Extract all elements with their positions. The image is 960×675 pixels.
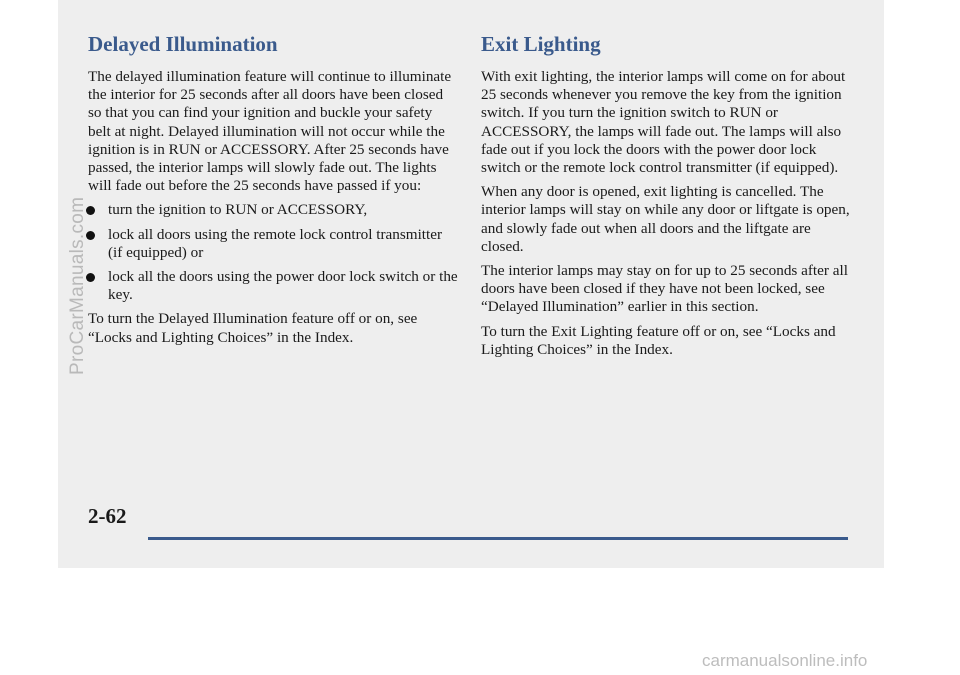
- list-item-text: lock all doors using the remote lock control transmitter (if equipped) or: [108, 225, 443, 261]
- footer-watermark: carmanualsonline.info: [702, 651, 868, 670]
- side-watermark: ProCarManuals.com: [67, 196, 88, 375]
- delayed-illumination-heading: Delayed Illumination: [88, 32, 278, 56]
- list-item: [88, 201, 458, 219]
- list-item-text: lock all the doors using the power door lock switch or the key.: [108, 268, 458, 304]
- page-number: 2-62: [88, 504, 127, 528]
- exit-lighting-paragraph: The interior lamps may stay on for up to 25 seconds after all doors have been closed if they have not been locked, see “Delayed Illumination” earlier in this section.: [481, 262, 848, 316]
- right-column: [481, 32, 856, 365]
- list-item-text: turn the ignition to RUN or ACCESSORY,: [108, 201, 368, 219]
- exit-lighting-paragraph: When any door is opened, exit lighting is cancelled. The interior lamps will stay on while any door or liftgate is open, and slowly fade out when all doors and the liftgate are closed.: [481, 183, 850, 255]
- exit-lighting-heading: Exit Lighting: [481, 32, 601, 56]
- exit-lighting-paragraph: With exit lighting, the interior lamps will come on for about 25 seconds whenever you remove the key from the ignition switch. If you turn the ignition switch to RUN or ACCESSORY, the lamps will fade out. The lamps will also fade out if you lock the doors with the power door lock switch or the remote lock control transmitter (if equipped).: [481, 68, 846, 177]
- footer-rule: [148, 537, 848, 540]
- delayed-illumination-list: [88, 201, 458, 304]
- list-item: [88, 226, 458, 262]
- list-item: [88, 268, 458, 304]
- left-column: [88, 32, 458, 353]
- delayed-illumination-closing: To turn the Delayed Illumination feature off or on, see “Locks and Lighting Choices” in the Index.: [88, 310, 418, 346]
- exit-lighting-paragraph: To turn the Exit Lighting feature off or on, see “Locks and Lighting Choices” in the Index.: [481, 322, 836, 358]
- delayed-illumination-intro: The delayed illumination feature will continue to illuminate the interior for 25 seconds after all doors have been closed so that you can find your ignition and buckle your safety belt at night. Delayed illumination will not occur while the ignition is in RUN or ACCESSORY. After 25 seconds have passed, the interior lamps will slowly fade out. The lights will fade out before the 25 seconds have passed if you:: [88, 68, 452, 195]
